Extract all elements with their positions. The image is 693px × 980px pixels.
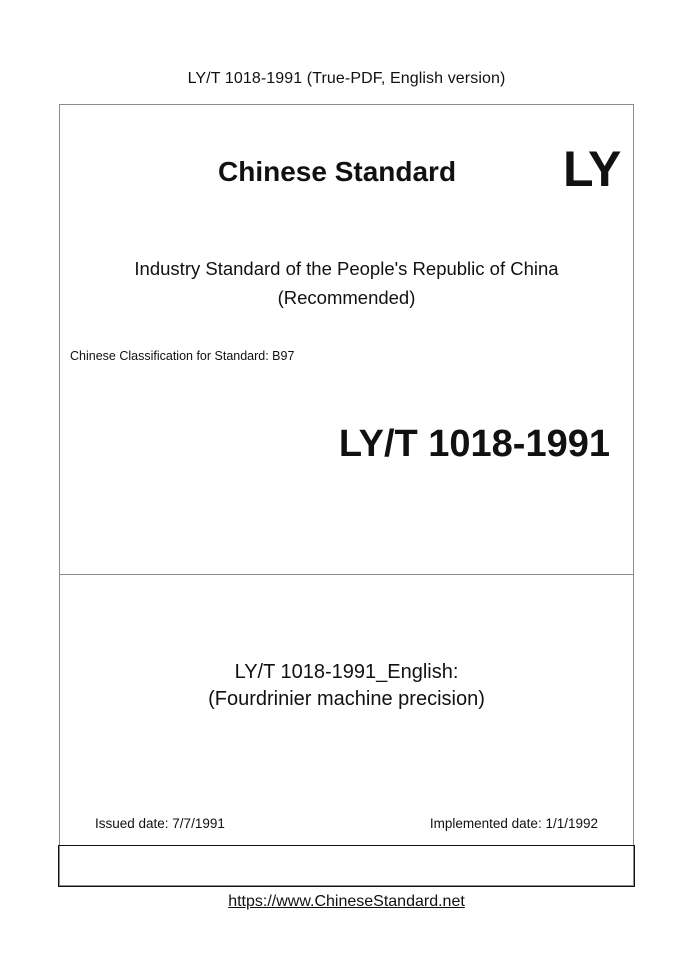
footer <box>0 893 693 911</box>
cover-frame <box>59 104 634 886</box>
recommended-line: (Recommended) <box>277 287 416 308</box>
document-subject: (Fourdrinier machine precision) <box>208 688 485 710</box>
page-header-title: LY/T 1018-1991 (True-PDF, English version) <box>187 70 506 87</box>
standard-title: Chinese Standard <box>218 156 457 187</box>
standard-number: LY/T 1018-1991 <box>338 423 610 465</box>
bottom-empty-box <box>58 845 635 887</box>
implemented-date: Implemented date: 1/1/1992 <box>429 816 598 831</box>
section-divider <box>59 574 634 575</box>
industry-standard-line: Industry Standard of the People's Republic of China <box>134 258 559 279</box>
classification-text: Chinese Classification for Standard: B97 <box>70 349 295 363</box>
standard-code-letters: LY <box>563 141 621 197</box>
english-document-name: LY/T 1018-1991_English: <box>234 661 459 683</box>
issued-date: Issued date: 7/7/1991 <box>95 816 225 831</box>
website-link[interactable]: https://www.ChineseStandard.net <box>228 893 465 910</box>
